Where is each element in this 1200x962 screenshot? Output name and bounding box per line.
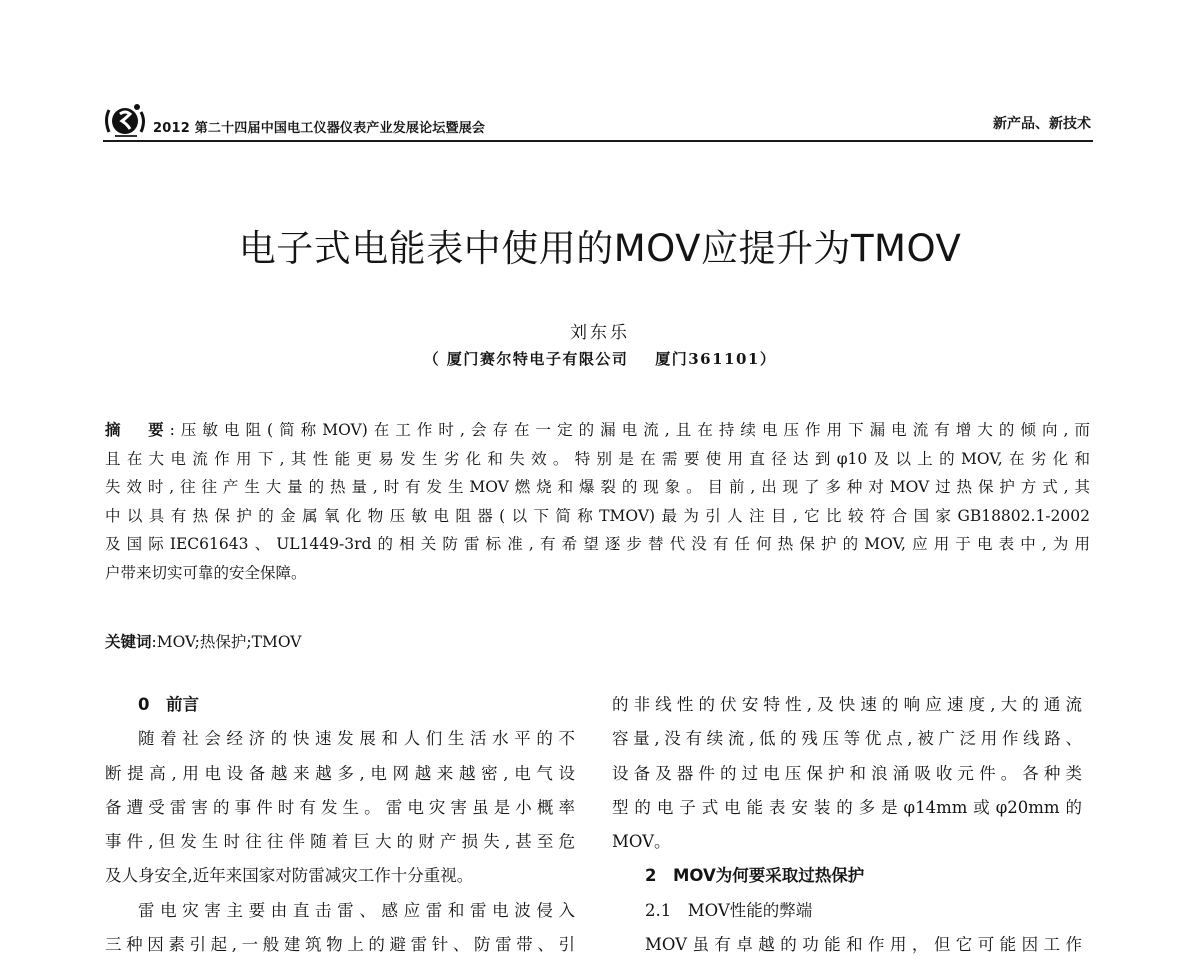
- header-rule: [103, 140, 1093, 142]
- conference-name: 2012 第二十四届中国电工仪器仪表产业发展论坛暨展会: [153, 121, 486, 136]
- right-column: [612, 688, 1082, 962]
- paragraph-line: 备遭受雷害的事件时有发生。雷电灾害虽是小概率: [105, 797, 575, 817]
- abstract-line: 户带来切实可靠的安全保障。: [105, 563, 307, 582]
- section-heading: 2 MOV为何要采取过热保护: [645, 866, 865, 886]
- abstract-line: 及国际IEC61643、UL1449-3rd的相关防雷标准,有希望逐步替代没有任何热保护的MOV,应用于电表中,为用: [105, 535, 1090, 554]
- paragraph-line: 雷电灾害主要由直击雷、感应雷和雷电波侵入: [138, 900, 575, 920]
- conference-logo-icon: [103, 102, 149, 138]
- keywords-value: :MOV;热保护;TMOV: [151, 633, 302, 651]
- abstract-line: 且在大电流作用下,其性能更易发生劣化和失效。特别是在需要使用直径达到φ10及以上的MOV,在劣化和: [105, 449, 1090, 468]
- author-name: 刘东乐: [570, 323, 630, 343]
- abstract: [105, 416, 1090, 588]
- left-column: [105, 688, 575, 962]
- keywords: [105, 630, 301, 652]
- paragraph-line: MOV虽有卓越的功能和作用，但它可能因工作: [645, 935, 1082, 955]
- subsection-heading: 2.1 MOV性能的弊端: [645, 900, 813, 920]
- paper-title: 电子式电能表中使用的MOV应提升为TMOV: [238, 227, 962, 270]
- abstract-line: 失效时,往往产生大量的热量,时有发生MOV燃烧和爆裂的现象。目前,出现了多种对MOV过热保护方式,其: [105, 478, 1090, 497]
- section-heading: 0 前言: [138, 695, 199, 714]
- abstract-line: 摘 要:压敏电阻(简称MOV)在工作时,会存在一定的漏电流,且在持续电压作用下漏电流有增大的倾向,而: [105, 421, 1090, 439]
- paragraph-line: 型的电子式电能表安装的多是φ14mm或φ20mm的: [612, 797, 1082, 817]
- paragraph-line: 容量,没有续流,低的残压等优点,被广泛用作线路、: [612, 729, 1082, 749]
- section-label: 新产品、新技术: [993, 116, 1091, 132]
- author-affiliation: （ 厦门赛尔特电子有限公司 厦门361101）: [423, 350, 777, 368]
- paragraph-line: 及人身安全,近年来国家对防雷减灾工作十分重视。: [105, 866, 474, 886]
- abstract-line: 中以具有热保护的金属氧化物压敏电阻器(以下简称TMOV)最为引人注目,它比较符合国家GB18802.1-2002: [105, 506, 1090, 525]
- paragraph-line: 随着社会经济的快速发展和人们生活水平的不: [138, 729, 575, 749]
- paragraph-line: 断提高,用电设备越来越多,电网越来越密,电气设: [105, 763, 575, 783]
- paragraph-line: 设备及器件的过电压保护和浪涌吸收元件。各种类: [612, 763, 1082, 783]
- paragraph-line: 的非线性的伏安特性,及快速的响应速度,大的通流: [612, 695, 1082, 714]
- paragraph-line: 三种因素引起,一般建筑物上的避雷针、防雷带、引: [105, 935, 575, 955]
- abstract-label: 摘 要: [105, 421, 170, 439]
- paragraph-line: MOV。: [612, 832, 671, 852]
- running-header: [103, 100, 1093, 142]
- paragraph-line: 事件,但发生时往往伴随着巨大的财产损失,甚至危: [105, 832, 575, 852]
- keywords-label: 关键词: [105, 633, 152, 651]
